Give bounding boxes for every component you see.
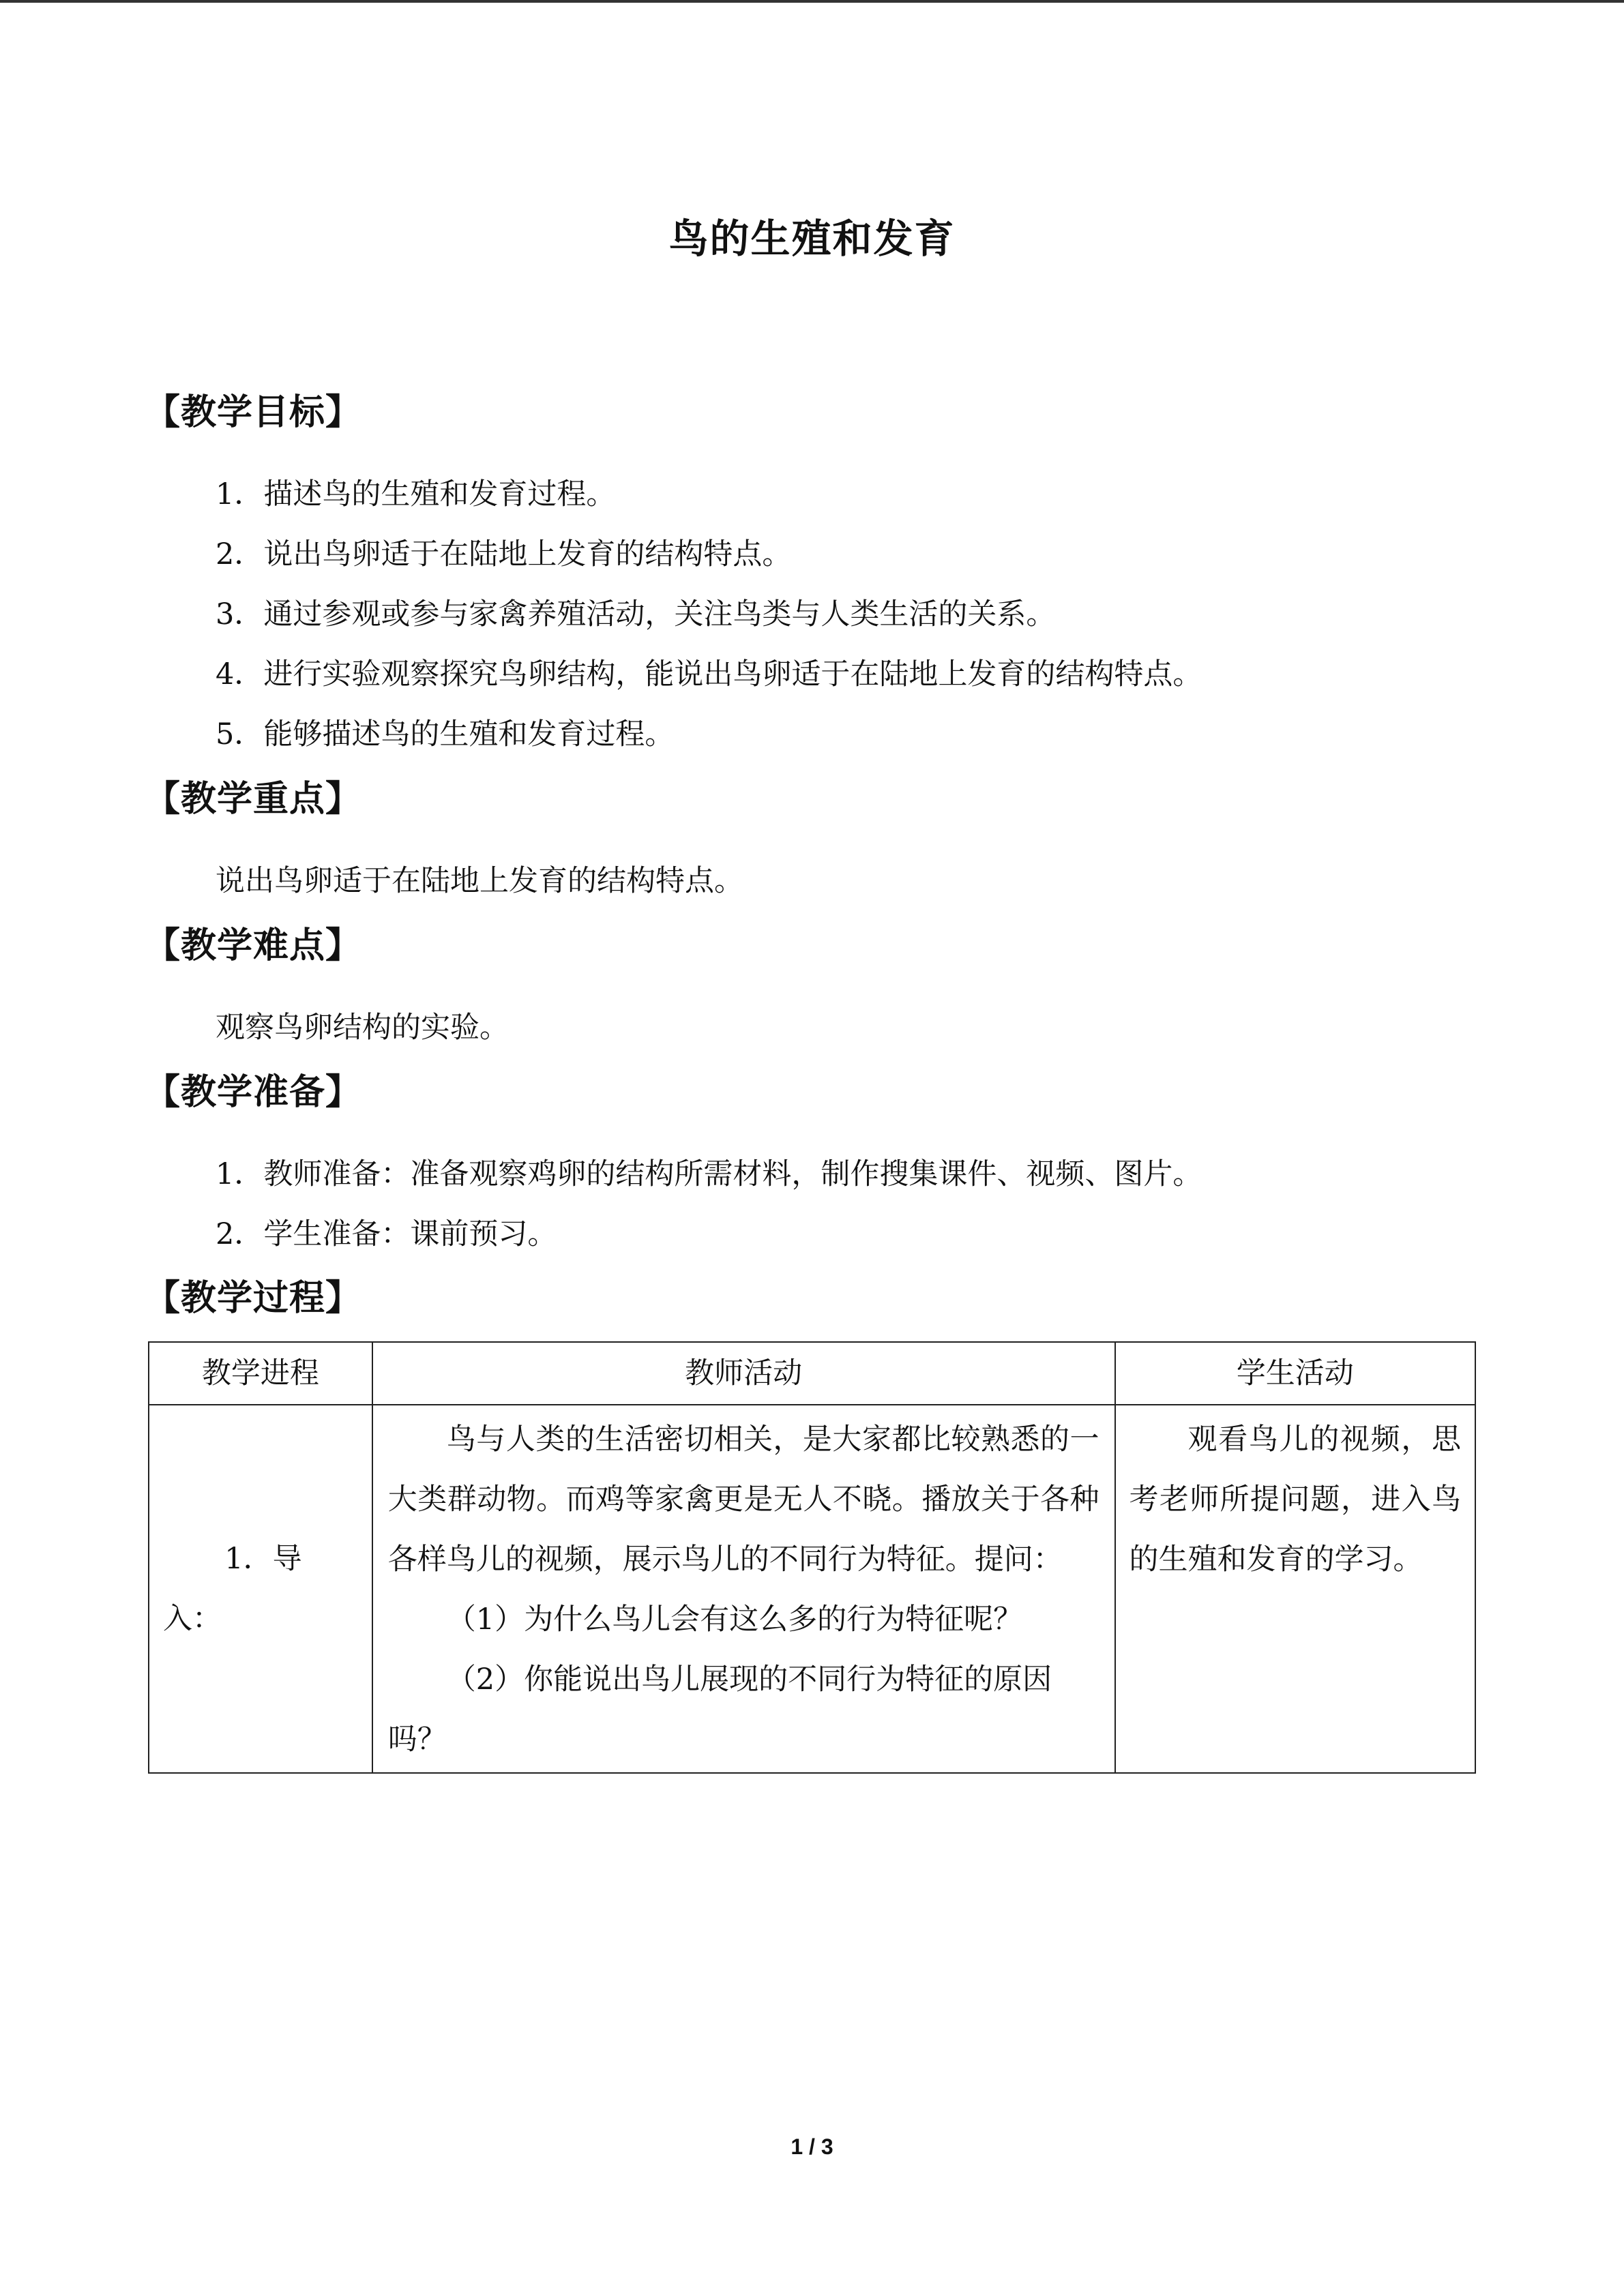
teacher-question: （2）你能说出鸟儿展现的不同行为特征的原因吗？: [387, 1663, 1052, 1757]
student-activity-text: 观看鸟儿的视频，思考老师所提问题，进入鸟的生殖和发育的学习。: [1129, 1422, 1461, 1577]
preparation-item: 2．学生准备：课前预习。: [216, 1217, 557, 1251]
stage-cell: [149, 1405, 372, 1773]
difficulties-text: 观察鸟卵结构的实验。: [216, 1011, 509, 1045]
teacher-activity-intro: 鸟与人类的生活密切相关，是大家都比较熟悉的一大类群动物。而鸡等家禽更是无人不晓。播放关于各种各样鸟儿的视频，展示鸟儿的不同行为特征。提问：: [387, 1422, 1099, 1577]
section-heading-objectives: 【教学目标】: [145, 391, 362, 433]
student-activity-cell: [1115, 1405, 1475, 1773]
header-teacher-activity: 教师活动: [372, 1342, 1115, 1405]
section-heading-preparation: 【教学准备】: [145, 1071, 362, 1113]
objective-item: 3．通过参观或参与家禽养殖活动，关注鸟类与人类生活的关系。: [216, 597, 1056, 631]
table-header-row: [149, 1342, 1475, 1405]
objective-item: 1．描述鸟的生殖和发育过程。: [216, 477, 616, 511]
header-stage: 教学进程: [149, 1342, 372, 1405]
section-heading-process: 【教学过程】: [145, 1277, 362, 1319]
section-heading-key-points: 【教学重点】: [145, 778, 362, 820]
top-border-line: [0, 0, 1624, 3]
preparation-item: 1．教师准备：准备观察鸡卵的结构所需材料，制作搜集课件、视频、图片。: [216, 1157, 1202, 1191]
teacher-question: （1）为什么鸟儿会有这么多的行为特征呢？: [446, 1602, 1023, 1637]
teaching-process-table: [148, 1341, 1476, 1774]
objective-item: 5．能够描述鸟的生殖和发育过程。: [216, 717, 675, 751]
objective-item: 4．进行实验观察探究鸟卵结构，能说出鸟卵适于在陆地上发育的结构特点。: [216, 657, 1202, 691]
key-points-text: 说出鸟卵适于在陆地上发育的结构特点。: [216, 864, 743, 898]
section-heading-difficulties: 【教学难点】: [145, 925, 362, 966]
stage-text: 1．导入：: [163, 1542, 302, 1636]
document-title: 鸟的生殖和发育: [668, 215, 956, 262]
table-row: [149, 1405, 1475, 1773]
teacher-activity-cell: [372, 1405, 1115, 1773]
page-number: 1 / 3: [791, 2134, 833, 2159]
objective-item: 2．说出鸟卵适于在陆地上发育的结构特点。: [216, 537, 792, 571]
header-student-activity: 学生活动: [1115, 1342, 1475, 1405]
